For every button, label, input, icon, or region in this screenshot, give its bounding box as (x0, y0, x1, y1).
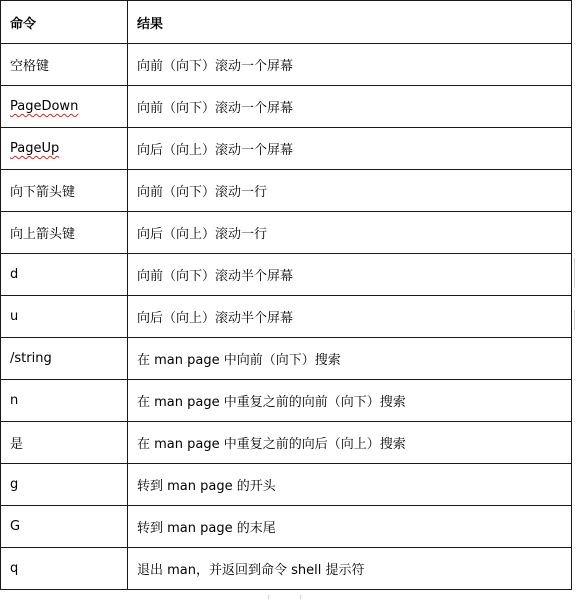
result-cell: 退出 man，并返回到命令 shell 提示符 (128, 548, 572, 590)
command-cell (1, 548, 128, 590)
result-cell: 向前（向下）滚动一个屏幕 (128, 86, 572, 128)
result-cell: 转到 man page 的开头 (128, 464, 572, 506)
command-cell (1, 380, 128, 422)
editor-guide-line (268, 595, 269, 599)
header-command: 命令 (1, 1, 128, 44)
table-row (1, 128, 572, 170)
table-row (1, 380, 572, 422)
command-text: q (10, 561, 19, 576)
command-cell (1, 506, 128, 548)
table-row (1, 86, 572, 128)
editor-guide-line (574, 310, 575, 330)
command-text-spellcheck-flagged: PageDown (10, 99, 79, 114)
command-cell (1, 296, 128, 338)
table-row (1, 170, 572, 212)
command-cell (1, 254, 128, 296)
table-row (1, 422, 572, 464)
result-cell: 向前（向下）滚动半个屏幕 (128, 254, 572, 296)
result-cell: 在 man page 中向前（向下）搜索 (128, 338, 572, 380)
command-text: 向上箭头键 (10, 227, 76, 242)
command-text: u (10, 309, 19, 324)
command-text: /string (10, 351, 52, 366)
command-cell (1, 44, 128, 86)
command-text: n (10, 393, 19, 408)
result-cell: 在 man page 中重复之前的向后（向上）搜索 (128, 422, 572, 464)
table-row (1, 296, 572, 338)
result-cell: 向后（向上）滚动一个屏幕 (128, 128, 572, 170)
command-text: 空格键 (10, 59, 50, 74)
result-cell: 向后（向上）滚动半个屏幕 (128, 296, 572, 338)
table-header-row (1, 1, 572, 44)
command-cell (1, 464, 128, 506)
result-cell: 向前（向下）滚动一行 (128, 170, 572, 212)
command-text: d (10, 267, 19, 282)
table-row (1, 212, 572, 254)
editor-guide-line (574, 258, 575, 288)
editor-guide-line (300, 595, 301, 599)
result-cell: 向后（向上）滚动一行 (128, 212, 572, 254)
command-cell (1, 128, 128, 170)
header-result: 结果 (128, 1, 572, 44)
command-cell (1, 338, 128, 380)
table-row (1, 464, 572, 506)
result-cell: 向前（向下）滚动一个屏幕 (128, 44, 572, 86)
result-cell: 转到 man page 的末尾 (128, 506, 572, 548)
table-row (1, 506, 572, 548)
command-cell (1, 170, 128, 212)
table-row (1, 548, 572, 590)
command-text: G (10, 519, 21, 534)
result-cell: 在 man page 中重复之前的向前（向下）搜索 (128, 380, 572, 422)
command-cell (1, 86, 128, 128)
command-cell (1, 422, 128, 464)
command-text: g (10, 477, 19, 492)
command-text: 是 (10, 437, 24, 452)
command-cell (1, 212, 128, 254)
table-row (1, 338, 572, 380)
table-row (1, 44, 572, 86)
command-text: 向下箭头键 (10, 185, 76, 200)
command-text-spellcheck-flagged: PageUp (10, 141, 60, 156)
table-row (1, 254, 572, 296)
